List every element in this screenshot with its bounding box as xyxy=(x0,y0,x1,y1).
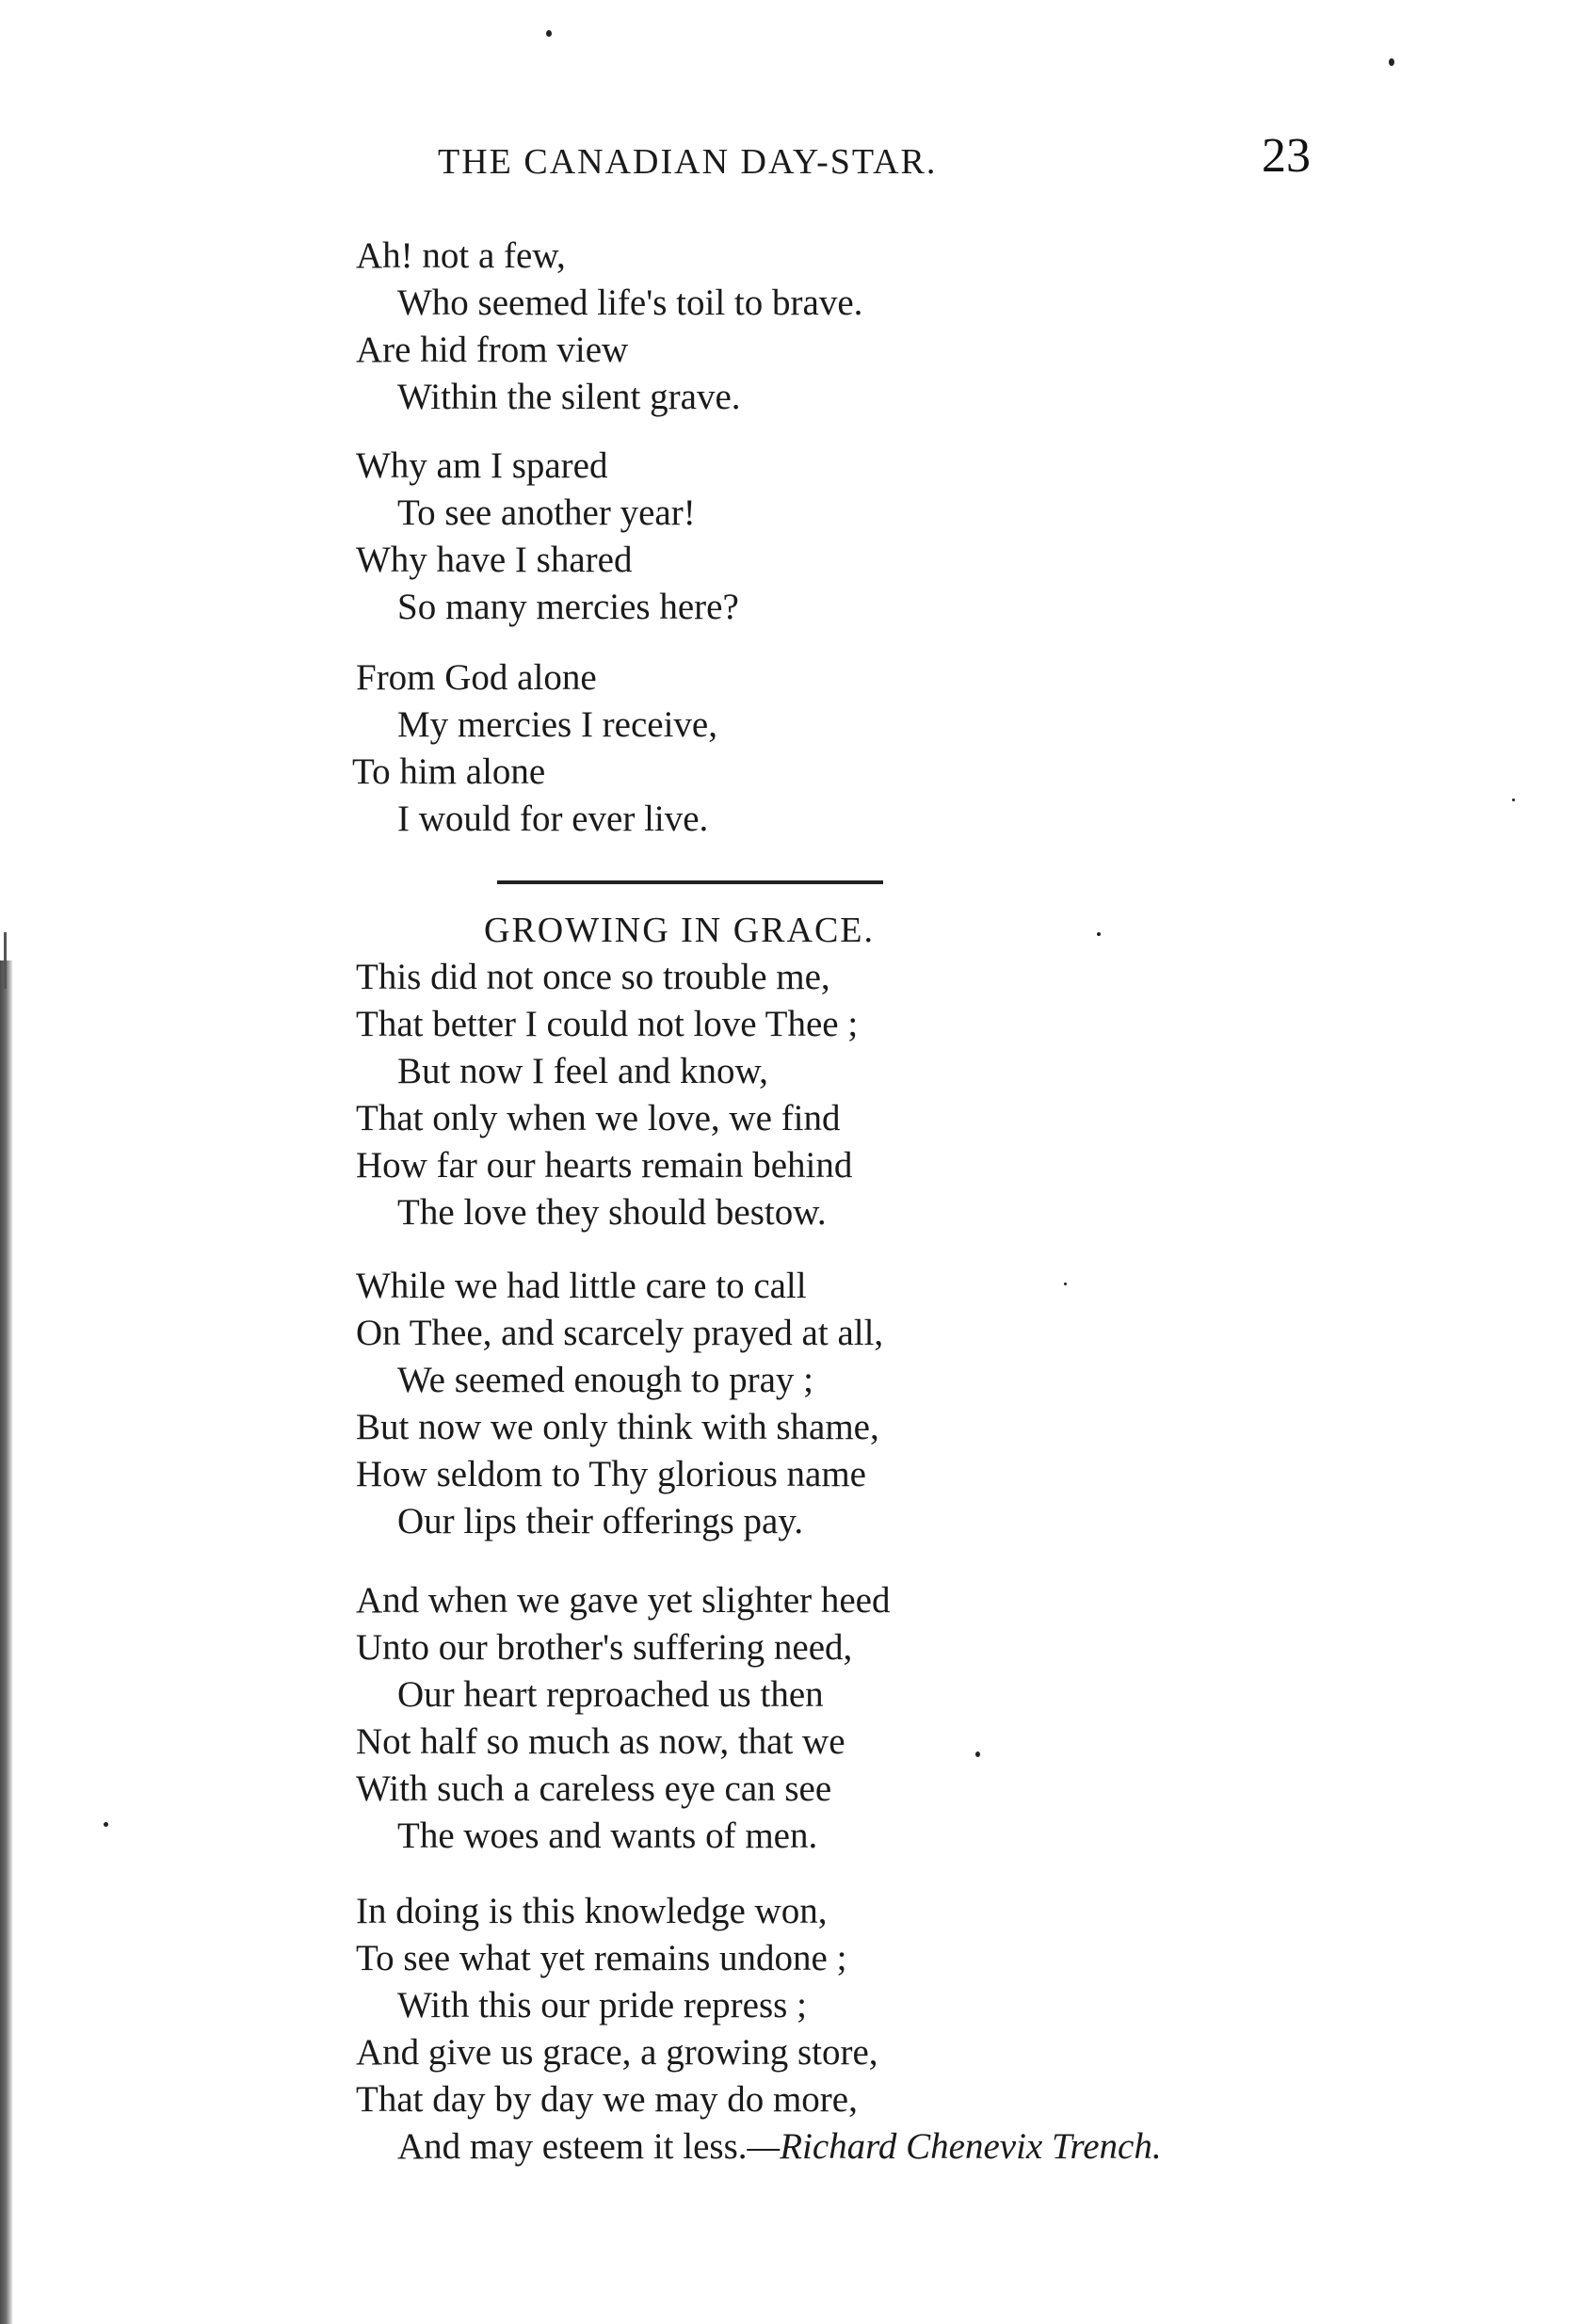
poem-line: My mercies I receive, xyxy=(397,704,717,745)
poem-line: To him alone xyxy=(352,751,546,792)
poem-line: So many mercies here? xyxy=(397,587,739,627)
poem-line: But now we only think with shame, xyxy=(356,1407,879,1447)
poem-line: How seldom to Thy glorious name xyxy=(356,1454,866,1494)
poem-line: Within the silent grave. xyxy=(397,377,741,417)
poem-line: How far our hearts remain behind xyxy=(356,1145,853,1186)
poem-line: We seemed enough to pray ; xyxy=(397,1360,813,1400)
scan-speck xyxy=(975,1751,980,1757)
poem-line: Ah! not a few, xyxy=(356,235,566,276)
poem-line: That better I could not love Thee ; xyxy=(356,1004,859,1044)
scan-speck xyxy=(546,30,552,37)
section-divider xyxy=(497,880,883,884)
poem-line: In doing is this knowledge won, xyxy=(356,1891,828,1931)
poem-line: I would for ever live. xyxy=(397,799,709,839)
poem-line: To see what yet remains undone ; xyxy=(356,1938,847,1978)
attribution: —Richard Chenevix Trench. xyxy=(747,2126,1162,2167)
poem-line: With this our pride repress ; xyxy=(397,1985,807,2025)
poem-line: And when we gave yet slighter heed xyxy=(356,1580,891,1621)
poem-line: That day by day we may do more, xyxy=(356,2079,858,2120)
poem-line: Who seemed life's toil to brave. xyxy=(397,282,863,323)
poem-line: But now I feel and know, xyxy=(397,1051,768,1091)
poem-line: This did not once so trouble me, xyxy=(356,957,830,997)
poem-line: Our heart reproached us then xyxy=(397,1674,824,1715)
final-line xyxy=(397,2128,1162,2165)
poem-line: Why have I shared xyxy=(356,540,633,580)
poem-line: The love they should bestow. xyxy=(397,1192,827,1233)
poem-line: Why am I spared xyxy=(356,445,608,486)
scan-speck xyxy=(1512,799,1515,801)
poem-line: Our lips their offerings pay. xyxy=(397,1501,804,1541)
poem-line: While we had little care to call xyxy=(356,1266,807,1306)
poem-line: Unto our brother's suffering need, xyxy=(356,1627,853,1668)
binding-edge-mark xyxy=(4,932,7,989)
poem-line: That only when we love, we find xyxy=(356,1098,841,1138)
poem-line: To see another year! xyxy=(397,492,696,533)
poem-line: Not half so much as now, that we xyxy=(356,1721,845,1762)
poem-line: With such a careless eye can see xyxy=(356,1768,832,1809)
poem-line: On Thee, and scarcely prayed at all, xyxy=(356,1313,884,1353)
poem-line: Are hid from view xyxy=(356,330,629,370)
scan-speck xyxy=(104,1822,108,1827)
poem-line: The woes and wants of men. xyxy=(397,1816,818,1856)
poem-line: From God alone xyxy=(356,657,597,698)
page-number: 23 xyxy=(1262,129,1311,183)
scan-speck xyxy=(1097,932,1101,936)
scan-speck xyxy=(1389,58,1394,66)
running-title: THE CANADIAN DAY-STAR. xyxy=(438,142,938,182)
poem-title: GROWING IN GRACE. xyxy=(484,911,876,950)
scan-speck xyxy=(1064,1283,1067,1285)
binding-edge xyxy=(0,960,13,2324)
poem-line: And give us grace, a growing store, xyxy=(356,2032,878,2073)
poem-line: And may esteem it less. xyxy=(397,2126,748,2167)
